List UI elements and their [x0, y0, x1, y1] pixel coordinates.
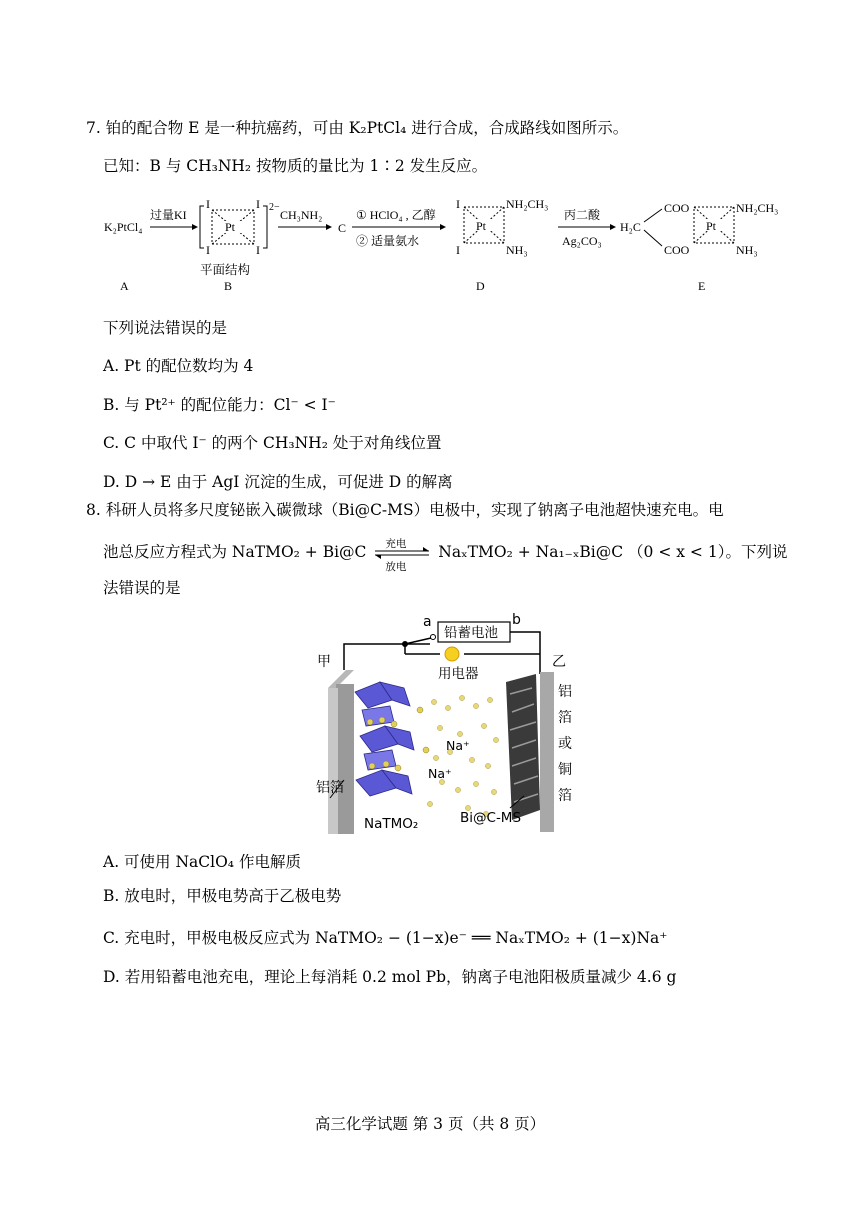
step2-reagent: CH₃NH₂ [280, 208, 323, 222]
pt-B: Pt [225, 220, 236, 234]
q7-option-b: B. 与 Pt²⁺ 的配位能力：Cl⁻ < I⁻ [103, 396, 336, 414]
q8-option-a: A. 可使用 NaClO₄ 作电解质 [103, 853, 301, 871]
step3-reagent2: ② 适量氨水 [356, 234, 420, 248]
svg-text:I: I [256, 243, 260, 257]
pt-D: Pt [476, 219, 487, 233]
e-coo-top: COO [664, 201, 690, 215]
svg-text:箔: 箔 [558, 710, 572, 726]
q7-prompt: 下列说法错误的是 [103, 319, 228, 337]
svg-text:或: 或 [558, 736, 572, 752]
scheme-label-A: A [120, 279, 129, 293]
scheme-A-formula: K₂PtCl₄ [104, 220, 143, 234]
q7-known: 已知：B 与 CH₃NH₂ 按物质的量比为 1∶2 发生反应。 [103, 157, 488, 175]
svg-text:I: I [206, 197, 210, 211]
d-nh3: NH₃ [506, 243, 528, 257]
step4-reagent1: 丙二酸 [564, 208, 601, 222]
pt-E: Pt [706, 219, 717, 233]
svg-text:I: I [456, 243, 460, 257]
device-label: 用电器 [438, 666, 479, 682]
right-material-label: Bi@C-MS [460, 810, 522, 826]
e-coo-bottom: COO [664, 243, 690, 257]
step1-reagent: 过量KI [150, 208, 187, 222]
q7-option-a: A. Pt 的配位数均为 4 [103, 357, 254, 375]
e-nh2ch3: NH₂CH₃ [736, 201, 779, 215]
q8-stem-line3: 法错误的是 [103, 579, 181, 597]
svg-text:I: I [256, 197, 260, 211]
q7-stem: 7. 铂的配合物 E 是一种抗癌药，可由 K₂PtCl₄ 进行合成，合成路线如图所示。 [86, 119, 629, 137]
scheme-label-E: E [698, 279, 706, 293]
svg-text:箔: 箔 [558, 788, 572, 804]
d-nh2ch3: NH₂CH₃ [506, 197, 549, 211]
electrode-jia: 甲 [317, 654, 331, 670]
electrode-yi: 乙 [552, 654, 566, 670]
e-h2c: H₂C [620, 220, 641, 234]
e-nh3: NH₃ [736, 243, 758, 257]
q7-option-c: C. C 中取代 I⁻ 的两个 CH₃NH₂ 处于对角线位置 [103, 434, 442, 452]
svg-text:I: I [206, 243, 210, 257]
svg-text:铜: 铜 [558, 762, 572, 778]
lead-battery-label: 铅蓄电池 [444, 625, 498, 641]
battery-figure [300, 610, 590, 835]
intermediate-C: C [338, 221, 347, 235]
plane-label: 平面结构 [200, 263, 251, 277]
charge: 2− [269, 202, 280, 213]
q8-option-b: B. 放电时，甲极电势高于乙极电势 [103, 887, 342, 905]
na-ion-2: Na⁺ [428, 766, 452, 781]
left-material-label: NaTMO₂ [364, 816, 419, 832]
q8-option-d: D. 若用铅蓄电池充电，理论上每消耗 0.2 mol Pb，钠离子电池阳极质量减少 4.6 g [103, 968, 677, 986]
na-ion-1: Na⁺ [446, 738, 470, 753]
synthesis-scheme [100, 192, 800, 297]
right-foil-label [558, 684, 572, 804]
terminal-a: a [423, 614, 432, 630]
step3-reagent1: ① HClO₄ , 乙醇 [356, 208, 436, 222]
q8-option-c: C. 充电时，甲极电极反应式为 NaTMO₂ − (1−x)e⁻ ══ NaₓTMO₂ + (1−x)Na⁺ [103, 929, 668, 947]
q8-stem-line2: 池总反应方程式为 NaTMO₂ + Bi@C 充电 放电 NaₓTMO₂ + Na₁₋ₓBi@C （0 < x < 1）。下列说 [103, 538, 788, 573]
q7-option-d: D. D → E 由于 AgI 沉淀的生成，可促进 D 的解离 [103, 473, 453, 491]
al-foil-label-1: 铝箔 [316, 780, 344, 796]
terminal-b: b [512, 612, 521, 628]
q8-stem-line1: 8. 科研人员将多尺度铋嵌入碳微球（Bi@C-MS）电极中，实现了钠离子电池超快速充电。电 [86, 501, 724, 519]
page-footer: 高三化学试题 第 3 页（共 8 页） [314, 1115, 546, 1133]
equilibrium-arrow: 充电 放电 [371, 543, 433, 563]
step4-reagent2: Ag₂CO₃ [562, 234, 602, 248]
svg-text:铝: 铝 [558, 684, 572, 700]
scheme-label-D: D [476, 279, 485, 293]
scheme-label-B: B [224, 279, 233, 293]
svg-text:I: I [456, 197, 460, 211]
